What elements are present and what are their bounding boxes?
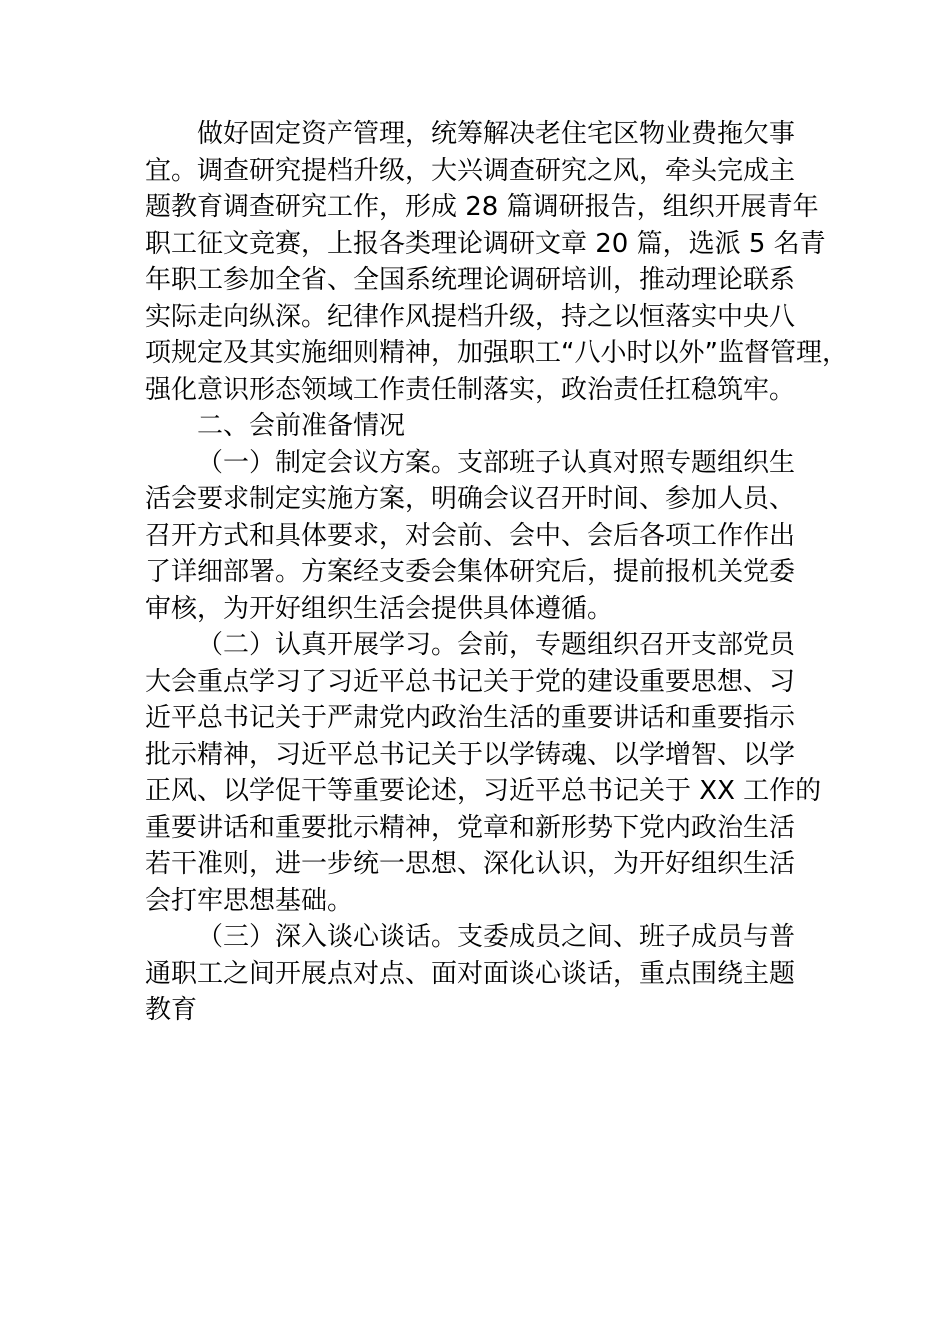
paragraph-line: 大会重点学习了习近平总书记关于党的建设重要思想、习 (145, 666, 796, 697)
paragraph-line: 年职工参加全省、全国系统理论调研培训，推动理论联系 (145, 265, 796, 295)
paragraph-line: 审核，为开好组织生活会提供具体遵循。 (145, 593, 614, 624)
paragraph-line: 若干准则，进一步统一思想、深化认识，为开好组织生活 (145, 849, 796, 879)
paragraph-line: 做好固定资产管理，统筹解决老住宅区物业费拖欠事 (197, 119, 796, 149)
paragraph-line: 通职工之间开展点对点、面对面谈心谈话，重点围绕主题 (145, 958, 796, 989)
paragraph-line: 重要讲话和重要批示精神，党章和新形势下党内政治生活 (145, 812, 796, 843)
paragraph-line: （一）制定会议方案。支部班子认真对照专题组织生 (197, 447, 796, 478)
paragraph-line: 宜。调查研究提档升级，大兴调查研究之风，牵头完成主 (145, 155, 796, 186)
paragraph-line: 强化意识形态领域工作责任制落实，政治责任扛稳筑牢。 (145, 374, 796, 405)
paragraph-line: 活会要求制定实施方案，明确会议召开时间、参加人员、 (145, 484, 796, 514)
paragraph-line: （二）认真开展学习。会前，专题组织召开支部党员 (197, 630, 796, 660)
section-heading: 二、会前准备情况 (197, 411, 406, 441)
paragraph-line: 了详细部署。方案经支委会集体研究后，提前报机关党委 (145, 557, 796, 587)
document-body (145, 116, 848, 1029)
paragraph-line: 项规定及其实施细则精神，加强职工“八小时以外”监督管理， (145, 338, 848, 368)
paragraph-line: 批示精神，习近平总书记关于以学铸魂、以学增智、以学 (145, 739, 796, 770)
paragraph-line: （三）深入谈心谈话。支委成员之间、班子成员与普 (197, 922, 796, 952)
paragraph-line: 正风、以学促干等重要论述，习近平总书记关于 XX 工作的 (145, 776, 822, 806)
paragraph-line: 实际走向纵深。纪律作风提档升级，持之以恒落实中央八 (145, 301, 796, 332)
paragraph-line: 会打牢思想基础。 (145, 885, 354, 916)
paragraph-line: 题教育调查研究工作，形成 28 篇调研报告，组织开展青年 (145, 192, 819, 222)
paragraph-line: 召开方式和具体要求，对会前、会中、会后各项工作作出 (145, 520, 796, 551)
paragraph-line: 近平总书记关于严肃党内政治生活的重要讲话和重要指示 (145, 703, 796, 733)
paragraph-line: 职工征文竞赛，上报各类理论调研文章 20 篇，选派 5 名青 (145, 228, 826, 259)
paragraph-line: 教育 (145, 995, 198, 1025)
